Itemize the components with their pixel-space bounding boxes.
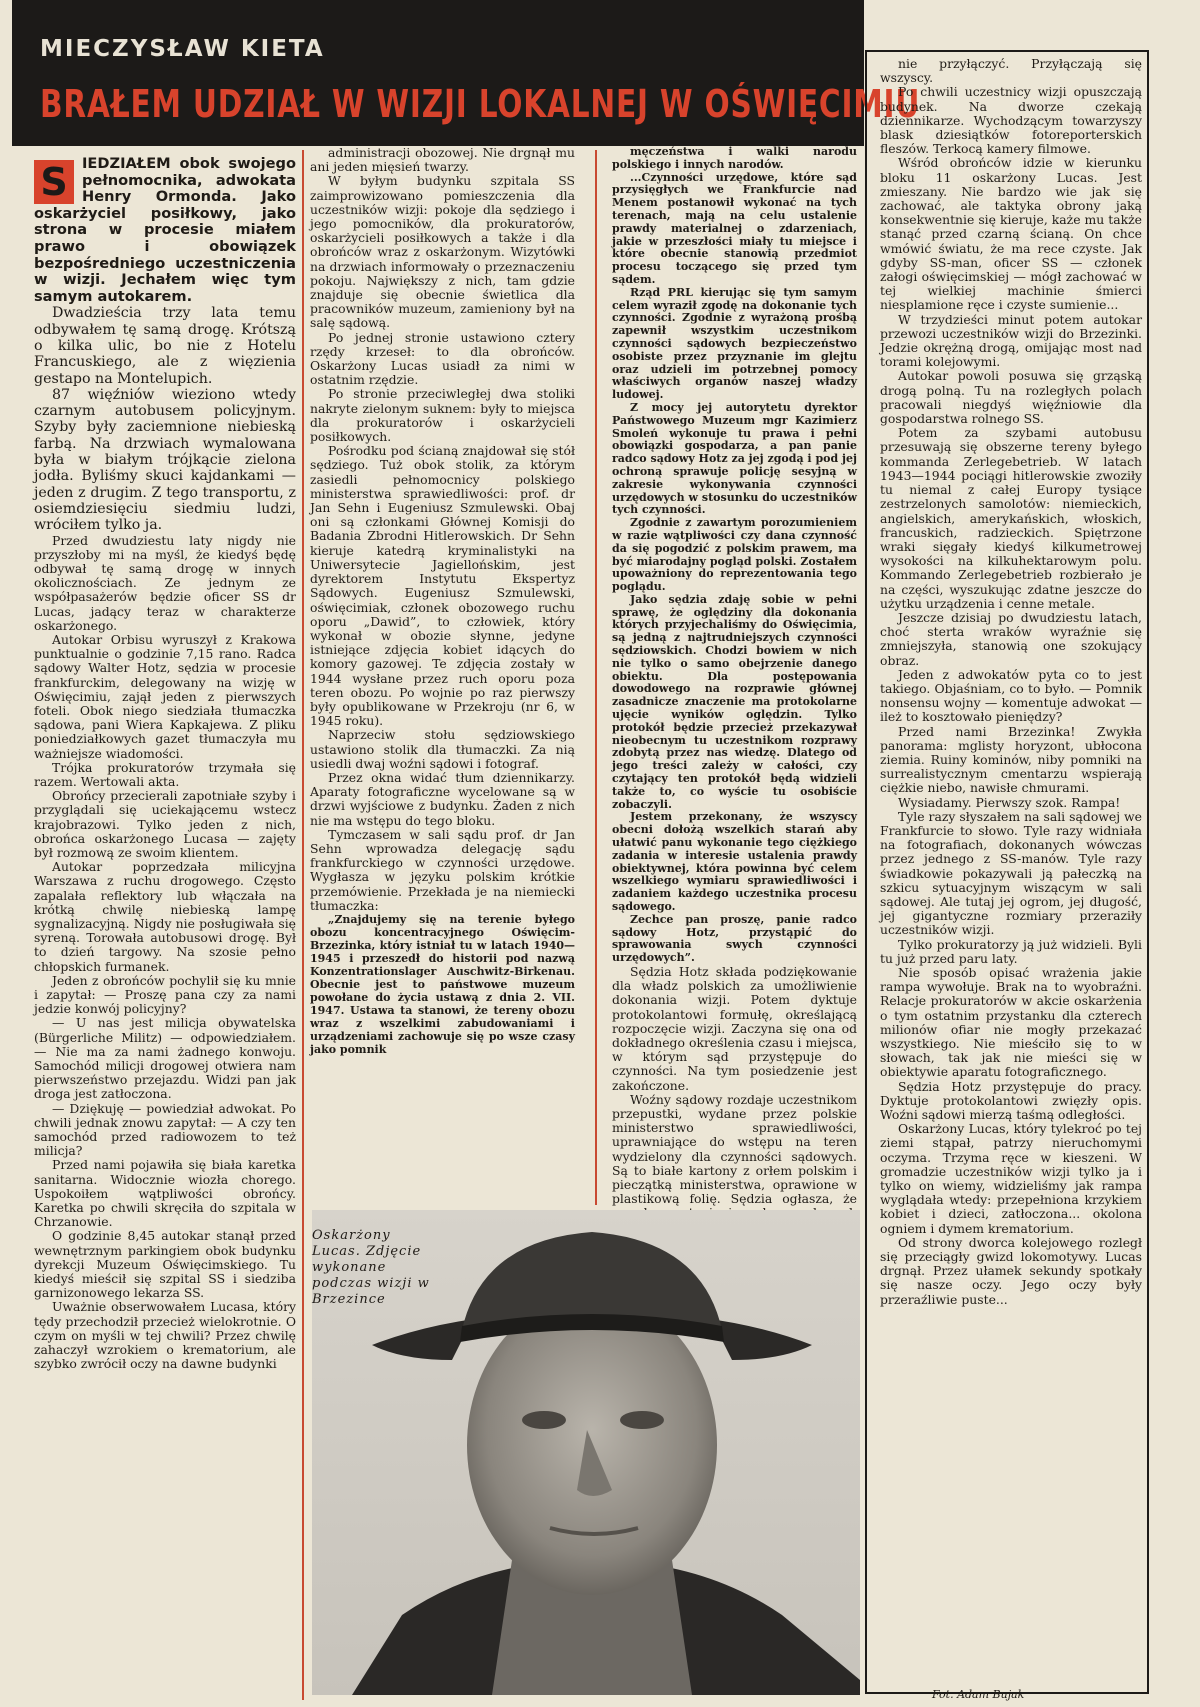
paragraph: Sędzia Hotz przystępuje do pracy. Dyktuje protokolantowi zwięzły opis. Woźni sądowi mierzą taśmą odległości. [880,1078,1142,1123]
paragraph: Zechce pan proszę, panie radco sądowy Hotz, przystąpić do sprawowania swych czynności urzędowych”. [612,912,857,965]
paragraph: Przed dwudziestu laty nigdy nie przyszłoby mi na myśl, że kiedyś będę odbywał tę samą drogę w innych okolicznościach. Ze jednym ze współpasażerów będzie oficer SS dr Lucas, jadący teraz w charakterze oskarżonego. [34,532,296,633]
paragraph: Jeden z obrońców pochylił się ku mnie i zapytał: — Proszę pana czy za nami jedzie konwój policyjny? [34,972,296,1017]
paragraph: męczeństwa i walki narodu polskiego i innych narodów. [612,145,857,171]
paragraph: W byłym budynku szpitala SS zaimprowizowano pomieszczenia dla uczestników wizji: pokoje dla sędziego i jego pomocników, dla prokuratorów, oskarżycieli posiłkowych a także i dla obrońców wraz z oskarżonym. Wizytówki na drzwiach informowały o przeznaczeniu pokoju. Największy z nich, tam gdzie znajduje się obecnie świetlica dla pracowników muzeum, zamieniony był na salę sądową. [310,173,575,331]
paragraph: Pośrodku pod ścianą znajdował się stół sędziego. Tuż obok stolik, za którym zasiedli pełnomocnicy polskiego ministerstwa sprawiedliwości: prof. dr Jan Sehn i Eugeniusz Szmulewski. Obaj oni są członkami Głównej Komisji do Badania Zbrodni Hitlerowskich. Dr Sehn kieruje katedrą kryminalistyki na Uniwersytecie Jagiellońskim, jest dyrektorem Instytutu Ekspertyz Sądowych. Eugeniusz Szmulewski, oświęcimiak, członek obozowego ruchu oporu „Dawid”, to człowiek, który wykonał w obozie słynne, jedyne istniejące zdjęcia kobiet idących do komory gazowej. Te zdjęcia zostały w 1944 wysłane przez ruch oporu poza teren obozu. Po wojnie po raz pierwszy były opublikowane w Przekroju (nr 6, w 1945 roku). [310,443,575,729]
paragraph: Jestem przekonany, że wszyscy obecni dołożą wszelkich starań aby ułatwić panu wykonanie tego ciężkiego zadania w interesie ustalenia prawdy obiektywnej, która powinna być celem wszelkiego wymiaru sprawiedliwości i zadaniem każdego uczestnika procesu sądowego. [612,810,857,914]
photo-caption: Oskarżony Lucas. Zdjęcie wykonane podczas wizji w Brzezince [312,1228,430,1307]
paragraph: ...Czynności urzędowe, które sąd przysięgłych we Frankfurcie nad Menem postanowił wykonać na tych terenach, mają na celu ustalenie prawdy materialnej o zdarzeniach, jakie w przeszłości miały tu miejsce i które obecnie stanowią przedmiot procesu toczącego się przed tym sądem. [612,170,857,286]
paragraph: Autokar powoli posuwa się grząską drogą polną. Tu na rozległych polach pracowali niegdyś więźniowie dla gospodarstwa rolnego SS. [880,368,1142,427]
paragraph: Tylko prokuratorzy ją już widzieli. Byli tu już przed paru laty. [880,936,1142,966]
lead-paragraph: IEDZIAŁEM obok swojego pełnomocnika, adwokata Henry Ormonda. Jako oskarżyciel posiłkowy, jako strona w procesie miałem prawo i obowiązek bezpośredniego uczestniczenia w wizji. Jechałem więc tym samym autokarem. [34,155,296,305]
paragraph: Po chwili uczestnicy wizji opuszczają budynek. Na dworze czekają dziennikarze. Wychodzącym towarzyszy blask dziesiątków fotoreporterskich fleszów. Terkocą kamery filmowe. [880,84,1142,157]
column-2 [310,146,575,1208]
paragraph: Zgodnie z zawartym porozumieniem w razie wątpliwości czy dana czynność da się pogodzić z polskim prawem, ma być miarodajny pogląd polski. Zostałem upoważniony do reprezentowania tego poglądu. [612,516,857,594]
column-3 [612,146,857,1216]
paragraph: Dwadzieścia trzy lata temu odbywałem tę samą drogę. Krótszą o kilka ulic, bo nie z Hotelu Francuskiego, ale z więzienia gestapo na Montelupich. [34,305,296,387]
paragraph: Obrońcy przecierali zapotniałe szyby i przyglądali się uciekającemu wstecz krajobrazowi. Tylko jeden z nich, obrońca oskarżonego Lucasa — zajęty był rozmową ze swoim klientem. [34,788,296,860]
paragraph: 87 więźniów wieziono wtedy czarnym autobusem policyjnym. Szyby były zaciemnione niebieską farbą. Na drzwiach wymalowana była w białym trójkącie zielona jodła. Byliśmy skuci kajdankami — jeden z drugim. Z tego transportu, z osiemdziesięciu siedmiu ludzi, wróciłem tylko ja. [34,386,296,534]
paragraph: Wysiadamy. Pierwszy szok. Rampa! [898,794,1121,810]
author-name: MIECZYSŁAW KIETA [40,36,325,62]
paragraph: administracji obozowej. Nie drgnął mu ani jeden mięsień twarzy. [310,145,575,175]
paragraph: Tymczasem w sali sądu prof. dr Jan Sehn wprowadza delegację sądu frankfurckiego w czynności urzędowe. Wygłasza w języku polskim krótkie przemówienie. Przekłada je na niemiecki tłumaczka: [310,826,575,913]
paragraph: Przed nami pojawiła się biała karetka sanitarna. Widocznie wiozła chorego. Uspokoiłem wątpliwości obrońcy. Karetka po chwili skręciła do szpitala w Chrzanowie. [34,1157,296,1230]
paragraph: Autokar poprzedzała milicyjna Warszawa z ruchu drogowego. Często zapalała reflektory lub włączała na krótką chwilę niebieską lampę sygnalizacyjną. Nigdy nie posługiwała się syreną. Torowała autobusowi drogę. Był to dzień targowy. Na szosie pełno chłopskich furmanek. [34,859,296,974]
paragraph: Uważnie obserwowałem Lucasa, który tędy przechodził przecież wielokrotnie. O czym on myśli w tej chwili? Przez chwilę zahaczył wzrokiem o krematorium, ale szybko zwrócił oczy na dawne budynki [34,1299,296,1372]
paragraph: Oskarżony Lucas, który tylekroć po tej ziemi stąpał, patrzy nieruchomymi oczyma. Trzyma ręce w kieszeni. W gromadzie uczestników wizji tylko ja i tylko on wiemy, widzieliśmy jak rampa wyglądała wtedy: przepełniona krzykiem kobiet i dzieci, zatłoczona... okolona ogniem i dymem krematorium. [880,1121,1142,1236]
column-4 [880,57,1142,1677]
article-title: BRAŁEM UDZIAŁ W WIZJI LOKALNEJ W OŚWIĘCIMIU [40,82,921,126]
paragraph: Po stronie przeciwległej dwa stoliki nakryte zielonym suknem: były to miejsca dla prokuratorów i oskarżycieli posiłkowych. [310,386,575,445]
quoted-speech: „Znajdujemy się na terenie byłego obozu koncentracyjnego Oświęcim-Brzezinka, który istniał tu w latach 1940—1945 i przeszedł do historii pod nazwą Konzentrationslager Auschwitz-Birkenau. Obecnie jest to państwowe muzeum powołane do życia ustawą z dnia 2. VII. 1947. Ustawa ta stanowi, że tereny obozu wraz z wszelkimi zabudowaniami i urządzeniami zachowuje się po wsze czasy jako pomnik [310,912,575,1056]
paragraph: Woźny sądowy rozdaje uczestnikom przepustki, wydane przez polskie ministerstwo sprawiedliwości, uprawniające do wstępu na teren wydzielony dla czynności sądowych. Są to białe kartony z orłem polskim i pieczątką ministerstwa, oprawione w plastikową folię. Sędzia ogłasza, że [612,1091,857,1207]
paragraph: Nie sposób opisać wrażenia jakie rampa wywołuje. Brak na to wyobraźni. Relacje prokuratorów w akcie oskarżenia o tym ostatnim przystanku dla czterech milionów ofiar nie mogły przekazać wszystkiego. Nie mieściło się to w słowach, tak jak nie mieści się w obiektywie aparatu fotograficznego. [880,965,1142,1080]
column-rule [302,150,304,1700]
column-rule [595,150,597,1205]
paragraph: Przez okna widać tłum dziennikarzy. Aparaty fotograficzne wycelowane są w drzwi wyjściowe z budynku. Żaden z nich nie ma wstępu do tego bloku. [310,769,575,828]
paragraph: Autokar Orbisu wyruszył z Krakowa punktualnie o godzinie 7,15 rano. Radca sądowy Walter Hotz, sędzia w procesie frankfurckim, delegowany na wizję w Oświęcimiu, zajął jeden z pierwszych foteli. Obok niego siedziała tłumaczka sądowa, pani Wiera Kapkajewa. Z pliku poniedziałkowych gazet tłumaczyła mu ważniejsze wiadomości. [34,631,296,761]
paragraph: — U nas jest milicja obywatelska (Bürgerliche Militz) — odpowiedziałem. — Nie ma za nami żadnego konwoju. Samochód milicji drogowej otwiera nam pierwszeństwo przejazdu. Widzi pan jak droga jest zatłoczona. [34,1015,296,1102]
paragraph: W trzydzieści minut potem autokar przewozi uczestników wizji do Brzezinki. Jedzie okrężną drogą, omijając most nad torami kolejowymi. [880,311,1142,370]
paragraph: Po jednej stronie ustawiono cztery rzędy krzeseł: to dla obrońców. Oskarżony Lucas usiadł za nimi w ostatnim rzędzie. [310,329,575,388]
paragraph: Jako sędzia zdaję sobie w pełni sprawę, że oględziny dla dokonania których przyjechaliśmy do Oświęcimia, są jedną z najtrudniejszych czynności sędziowskich. Chodzi bowiem w nich nie tylko o samo obejrzenie danego obiektu. Dla postępowania dowodowego na rozprawie głównej zasadnicze znaczenie ma protokolarne ujęcie wyników oględzin. Tylko protokół będzie przecież przekazywał nieobecnym tu uczestnikom rozprawy zdobytą przez nas wiedzę. Dlatego od jego treści zależy w całości, czy czytający ten protokół będą widzieli także to, co wyście tu osobiście zobaczyli. [612,592,857,811]
drop-cap: S [34,160,74,204]
paragraph: Potem za szybami autobusu przesuwają się obszerne tereny byłego kommanda Zerlegebetrieb. W latach 1943—1944 pociągi hitlerowskie zwoziły tu niemal z całej Europy tysiące zestrzelonych samolotów: niemieckich, angielskich, amerykańskich, włoskich, francuskich, radzieckich. Spiętrzone wraki sięgały kiedyś kilkumetrowej wysokości na kilkuhektarowym polu. Kommando Zerlegebetrieb rozbierało je na części, wyszukując zdatne jeszcze do użytku urządzenia i cenne metale. [880,425,1142,611]
paragraph: Sędzia Hotz składa podziękowanie dla władz polskich za umożliwienie dokonania wizji. Potem dyktuje protokolantowi formułę, określającą rozpoczęcie wizji. Zaczyna się ona od dokładnego określenia czasu i miejsca, w którym sąd przystępuje do czynności. Na tym posiedzenie jest zakończone. [612,964,857,1093]
photo-credit: Fot. Adam Bujak [932,1688,1025,1701]
paragraph: Przed nami Brzezinka! Zwykła panorama: mglisty horyzont, ubłocona ziemia. Ruiny kominów, niby pomniki na surrealistycznym cmentarzu wspierają ciężkie niebo, nawisłe chmurami. [880,723,1142,796]
paragraph: Tyle razy słyszałem na sali sądowej we Frankfurcie to słowo. Tyle razy widniała na fotografiach, dokonanych wówczas przez jednego z SS-manów. Tyle razy świadkowie pokazywali ją pałeczką na szkicu sytuacyjnym wiszącym w sali sądowej. Ale tutaj jej ogrom, jej długość, jej gigantyczne rozmiary przeraziły uczestników wizji. [880,808,1142,938]
article-header [12,0,921,146]
paragraph: — Dziękuję — powiedział adwokat. Po chwili jednak znowu zapytał: — A czy ten samochód przed radiowozem to też milicja? [34,1100,296,1159]
column-1 [34,156,296,1696]
paragraph: nie przyłączyć. Przyłączają się wszyscy. [880,56,1142,86]
paragraph: O godzinie 8,45 autokar stanął przed wewnętrznym parkingiem obok budynku dyrekcji Muzeum Oświęcimskiego. Tu kiedyś mieścił się szpital SS i siedziba garnizonowego lekarza SS. [34,1228,296,1301]
paragraph: Trójka prokuratorów trzymała się razem. Wertowali akta. [34,759,296,789]
paragraph: Naprzeciw stołu sędziowskiego ustawiono stolik dla tłumaczki. Za nią usiedli dwaj woźni sądowi i fotograf. [310,727,575,771]
paragraph: Jeszcze dzisiaj po dwudziestu latach, choć sterta wraków wyraźnie się zmniejszyła, stanowią one szokujący obraz. [880,609,1142,668]
paragraph: Wśród obrońców idzie w kierunku bloku 11 oskarżony Lucas. Jest zmieszany. Nie bardzo wie jak się zachować, ale taktyka obrony jaką konsekwentnie się kieruje, każe mu także stanąć przed czarną ścianą. On chce wmówić światu, że ma rece czyste. Jak gdyby SS-man, oficer SS — członek załogi oświęcimskiej — mógł zachować w tej wielkiej machinie śmierci niesplamione ręce i czyste sumienie... [880,155,1142,313]
paragraph: Od strony dworca kolejowego rozległ się przeciągły gwizd lokomotywy. Lucas drgnął. Przez ułamek sekundy spotkały się nasze oczy. Jego oczy były przeraźliwie puste... [880,1234,1142,1307]
paragraph: Rząd PRL kierując się tym samym celem wyraził zgodę na dokonanie tych czynności. Zgodnie z wyrażoną prośbą zapewnił wszystkim uczestnikom czynności sądowych bezpieczeństwo osobiste przez przyznanie im glejtu oraz udzieli im potrzebnej pomocy właściwych organów naszej władzy ludowej. [612,285,857,402]
paragraph: Z mocy jej autorytetu dyrektor Państwowego Muzeum mgr Kazimierz Smoleń wykonuje tu prawa i pełni obowiązki gospodarza, a pan panie radco sądowy Hotz za jej zgodą i pod jej ochroną sprawuje policję sesyjną w zakresie wykonywania czynności urzędowych w stosunku do uczestników tych czynności. [612,400,857,517]
paragraph: Jeden z adwokatów pyta co to jest takiego. Objaśniam, co to było. — Pomnik nonsensu wojny — komentuje adwokat — ileż to kosztowało pieniędzy? [880,666,1142,725]
